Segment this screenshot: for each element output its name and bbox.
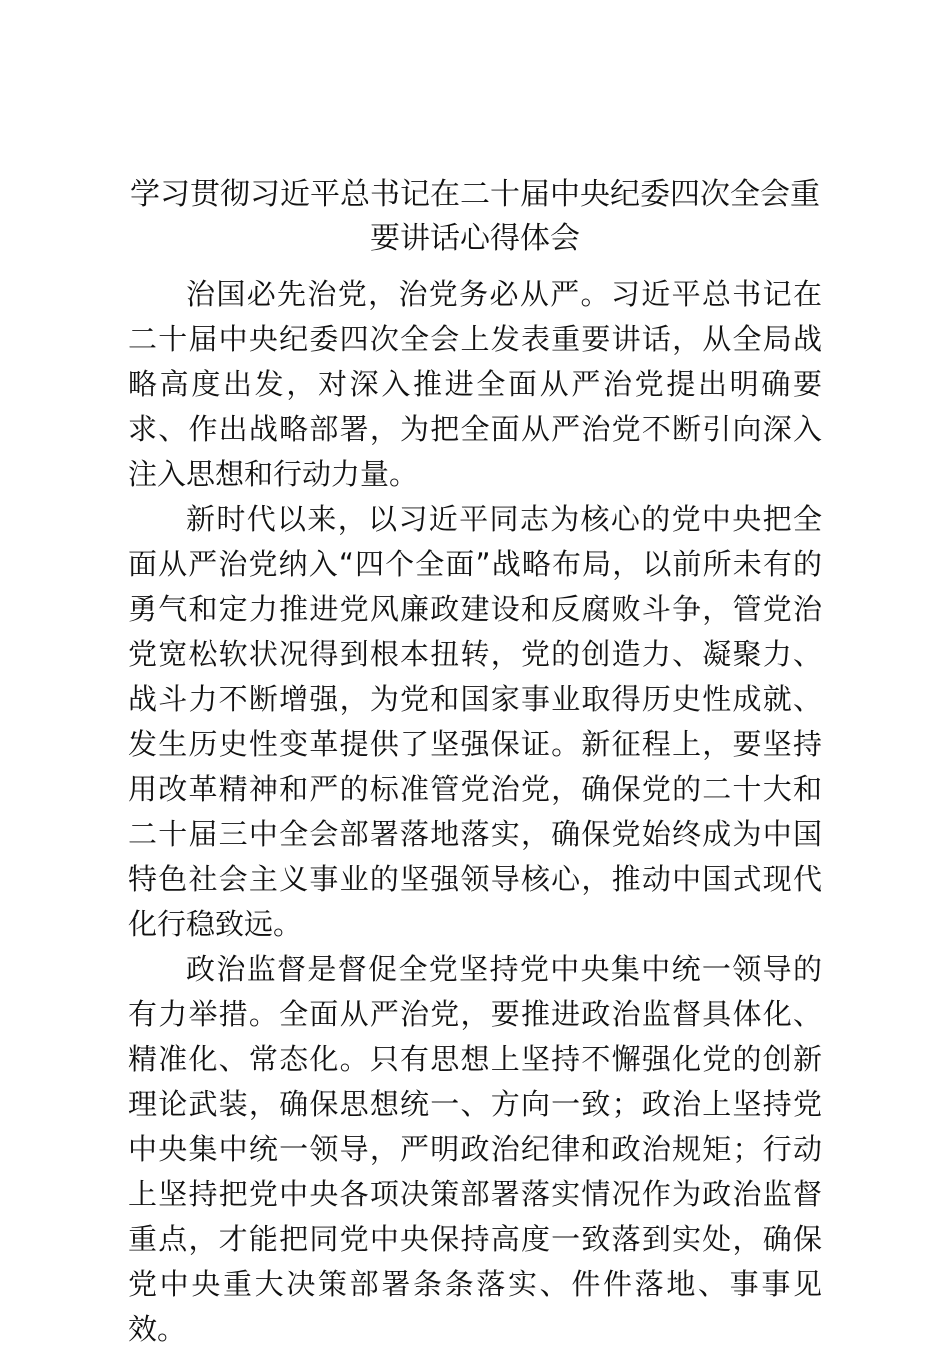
document-body	[128, 272, 822, 1352]
document-title: 学习贯彻习近平总书记在二十届中央纪委四次全会重要讲话心得体会	[130, 177, 820, 256]
paragraph-3: 政治监督是督促全党坚持党中央集中统一领导的有力举措。全面从严治党，要推进政治监督具体化、精准化、常态化。只有思想上坚持不懈强化党的创新理论武装，确保思想统一、方向一致；政治上坚持党中央集中统一领导，严明政治纪律和政治规矩；行动上坚持把党中央各项决策部署落实情况作为政治监督重点，才能把同党中央保持高度一致落到实处，确保党中央重大决策部署条条落实、件件落地、事事见效。	[128, 952, 822, 1346]
paragraph-2: 新时代以来，以习近平同志为核心的党中央把全面从严治党纳入“四个全面”战略布局，以前所未有的勇气和定力推进党风廉政建设和反腐败斗争，管党治党宽松软状况得到根本扭转，党的创造力、凝聚力、战斗力不断增强，为党和国家事业取得历史性成就、发生历史性变革提供了坚强保证。新征程上，要坚持用改革精神和严的标准管党治党，确保党的二十大和二十届三中全会部署落地落实，确保党始终成为中国特色社会主义事业的坚强领导核心，推动中国式现代化行稳致远。	[128, 502, 822, 941]
paragraph-1: 治国必先治党，治党务必从严。习近平总书记在二十届中央纪委四次全会上发表重要讲话，从全局战略高度出发，对深入推进全面从严治党提出明确要求、作出战略部署，为把全面从严治党不断引向深入注入思想和行动力量。	[128, 277, 822, 491]
